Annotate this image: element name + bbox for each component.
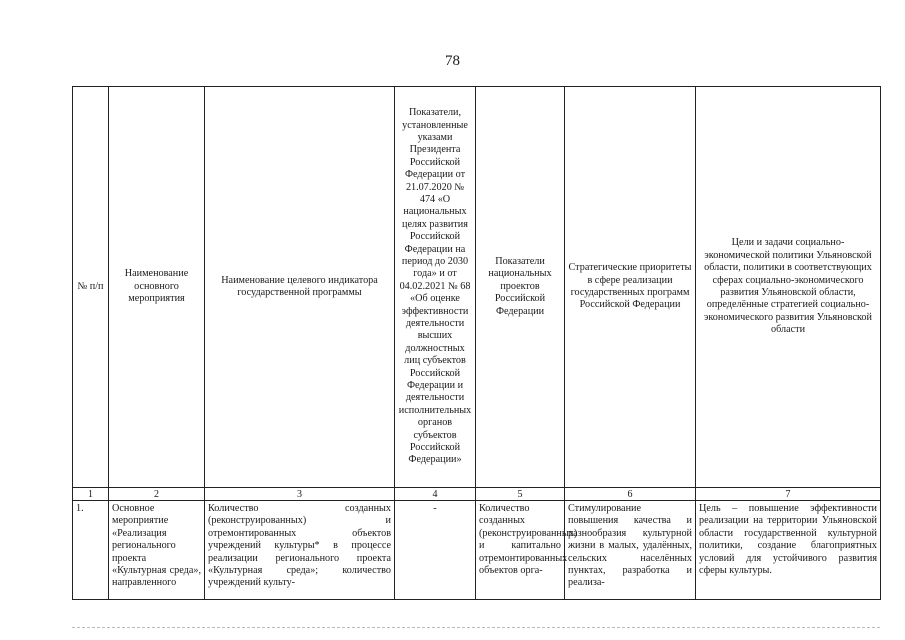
column-number: 3 [205, 488, 395, 501]
header-cell-activity: Наименование основного мероприятия [109, 87, 205, 488]
table-header-row [73, 87, 881, 488]
header-cell-goals: Цели и задачи социально-экономической политики Ульяновской области, политики в соответствующих сферах социально-экономического развития Ульяновской области, определённые стратегией социально-экономического развития Ульяновской области [696, 87, 881, 488]
national-projects-cell: Количество созданных (реконструированных) и капитально отремонтированных объектов орга- [476, 501, 565, 600]
column-number: 6 [565, 488, 696, 501]
indicators-table [72, 86, 881, 600]
header-cell-presidential-indicators: Показатели, установленные указами Президента Российской Федерации от 21.07.2020 № 474 «О национальных целях развития Российской Федерации на период до 2030 года» и от 04.02.2021 № 68 «Об оценке эффективности деятельности высших должностных лиц субъектов Российской Федерации и деятельности исполнительных органов субъектов Российской Федерации» [395, 87, 476, 488]
strategic-priorities-cell: Стимулирование повышения качества и разнообразия культурной жизни в малых, удалённых, сельских населённых пунктах, разработка и реализа- [565, 501, 696, 600]
goals-cell: Цель – повышение эффективности реализации на территории Ульяновской области государственной культурной политики, создание благоприятных условий для устойчивого развития сферы культуры. [696, 501, 881, 600]
column-number: 5 [476, 488, 565, 501]
header-cell-indicator: Наименование целевого индикатора государственной программы [205, 87, 395, 488]
column-number-row [73, 488, 881, 501]
activity-cell: Основное мероприятие «Реализация регионального проекта «Культурная среда», направленного [109, 501, 205, 600]
header-cell-number: № п/п [73, 87, 109, 488]
indicator-cell: Количество созданных (реконструированных) и отремонтированных объектов учреждений культуры* в процессе реализации регионального проекта «Культурная среда»; количество учреждений культу- [205, 501, 395, 600]
presidential-indicators-cell: - [395, 501, 476, 600]
column-number: 1 [73, 488, 109, 501]
page-bottom-edge [72, 627, 880, 628]
header-cell-strategic-priorities: Стратегические приоритеты в сфере реализации государственных программ Российской Федерации [565, 87, 696, 488]
table-row [73, 501, 881, 600]
column-number: 4 [395, 488, 476, 501]
header-cell-national-projects: Показатели национальных проектов Российской Федерации [476, 87, 565, 488]
page-number: 78 [445, 53, 460, 69]
row-number-cell: 1. [73, 501, 109, 600]
column-number: 7 [696, 488, 881, 501]
column-number: 2 [109, 488, 205, 501]
